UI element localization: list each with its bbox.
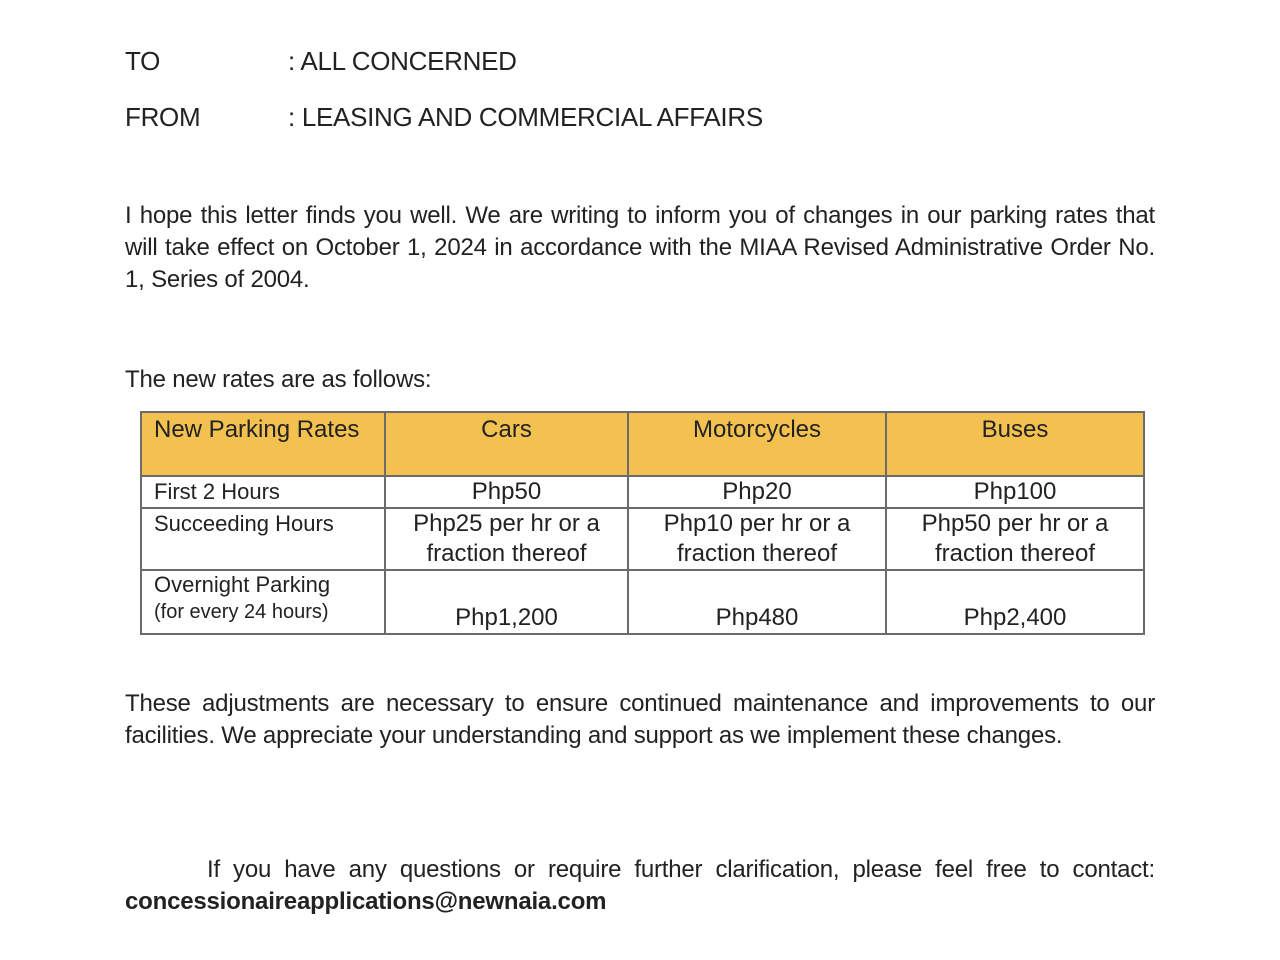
contact-paragraph bbox=[125, 854, 1155, 918]
memo-to-value: : ALL CONCERNED bbox=[288, 46, 517, 76]
cell-motorcycles: Php10 per hr or a fraction thereof bbox=[628, 508, 886, 570]
table-row bbox=[141, 476, 1144, 508]
cell-motorcycles: Php20 bbox=[628, 476, 886, 508]
cell-cars: Php1,200 bbox=[385, 570, 628, 634]
parking-rates-table bbox=[140, 411, 1145, 635]
cell-cars: Php50 bbox=[385, 476, 628, 508]
rates-intro-text: The new rates are as follows: bbox=[125, 366, 432, 393]
row-label: First 2 Hours bbox=[141, 476, 385, 508]
header-rates: New Parking Rates bbox=[141, 412, 385, 476]
table-header-row bbox=[141, 412, 1144, 476]
intro-paragraph: I hope this letter finds you well. We are writing to inform you of changes in our parking rates that will take effect on October 1, 2024 in accordance with the MIAA Revised Administrative Order No. 1, Series of 2004. bbox=[125, 202, 1155, 293]
contact-text: If you have any questions or require further clarification, please feel free to contact: bbox=[207, 856, 1155, 883]
cell-buses: Php2,400 bbox=[886, 570, 1144, 634]
cell-buses: Php50 per hr or a fraction thereof bbox=[886, 508, 1144, 570]
header-motorcycles: Motorcycles bbox=[628, 412, 886, 476]
table-row bbox=[141, 508, 1144, 570]
header-buses: Buses bbox=[886, 412, 1144, 476]
header-cars: Cars bbox=[385, 412, 628, 476]
row-label-cell bbox=[141, 570, 385, 634]
table-row bbox=[141, 570, 1144, 634]
memo-from-value: : LEASING AND COMMERCIAL AFFAIRS bbox=[288, 102, 763, 132]
cell-cars: Php25 per hr or a fraction thereof bbox=[385, 508, 628, 570]
contact-email-link[interactable]: concessionaireapplications@newnaia.com bbox=[125, 888, 607, 915]
memo-to-label: TO bbox=[125, 46, 161, 76]
row-label: Overnight Parking bbox=[154, 572, 331, 597]
cell-buses: Php100 bbox=[886, 476, 1144, 508]
memo-from-label: FROM bbox=[125, 102, 201, 132]
row-label: Succeeding Hours bbox=[141, 508, 385, 570]
closing-paragraph: These adjustments are necessary to ensure continued maintenance and improvements to our facilities. We appreciate your understanding and support as we implement these changes. bbox=[125, 690, 1155, 749]
cell-motorcycles: Php480 bbox=[628, 570, 886, 634]
row-sublabel: (for every 24 hours) bbox=[154, 601, 329, 623]
